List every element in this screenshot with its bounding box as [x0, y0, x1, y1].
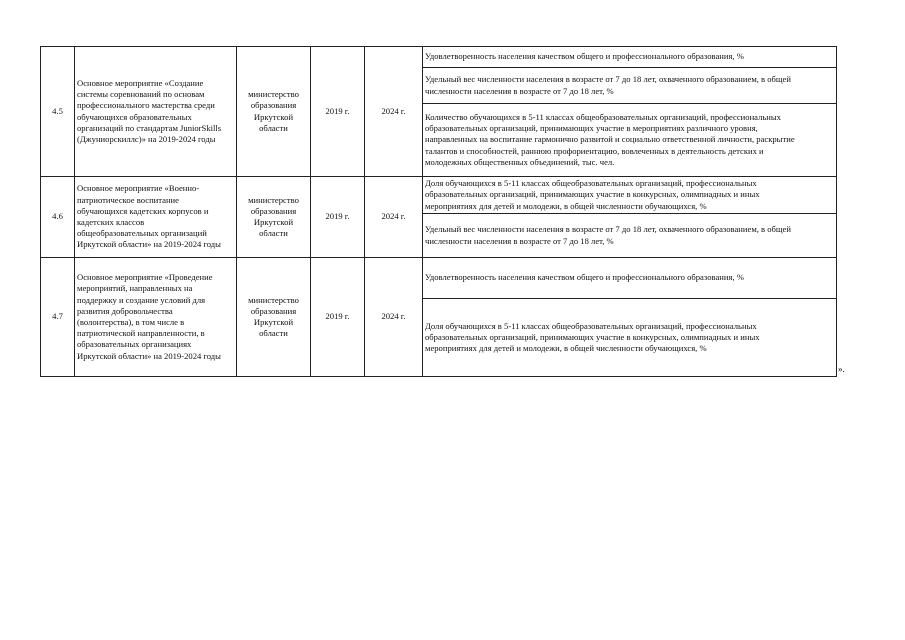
- indicator: Удовлетворенность населения качеством общего и профессионального образования, %: [423, 258, 837, 299]
- executor: министерство образования Иркутской области: [237, 47, 311, 177]
- indicator: Доля обучающихся в 5-11 классах общеобразовательных организаций, профессиональных образовательных организаций, принимающих участие в конкурсных, олимпиадных и иных мероприятиях для детей и молодежи, в общей численности обучающихся, %: [423, 177, 837, 214]
- indicator: Количество обучающихся в 5-11 классах общеобразовательных организаций, профессиональных образовательных организаций, принимающих участие в мероприятиях различного уровня, направленных на воспитание гармонично развитой и социально ответственной личности, раскрытие талантов и способностей, раннюю профориентацию, вовлеченных в деятельность детских и молодежных общественных объединений, тыс. чел.: [423, 104, 837, 177]
- indicator: Удельный вес численности населения в возрасте от 7 до 18 лет, охваченного образованием, в общей численности населения в возрасте от 7 до 18 лет, %: [423, 68, 837, 104]
- table-row: [41, 177, 837, 214]
- start-year: 2019 г.: [311, 177, 365, 258]
- end-year: 2024 г.: [365, 47, 423, 177]
- table-row: [41, 47, 837, 68]
- measure-title: Основное мероприятие «Проведение мероприятий, направленных на поддержку и создание условий для развития добровольчества (волонтерства), в том числе в патриотической направленности, в образовательных организациях Иркутской области» на 2019-2024 годы: [75, 258, 237, 377]
- indicator: Удовлетворенность населения качеством общего и профессионального образования, %: [423, 47, 837, 68]
- executor: министерство образования Иркутской области: [237, 177, 311, 258]
- indicator: Доля обучающихся в 5-11 классах общеобразовательных организаций, профессиональных образовательных организаций, принимающих участие в конкурсных, олимпиадных и иных мероприятиях для детей и молодежи, в общей численности обучающихся, %: [423, 299, 837, 377]
- measures-table: [40, 46, 837, 377]
- row-number: 4.7: [41, 258, 75, 377]
- table-row: [41, 258, 837, 299]
- measure-title: Основное мероприятие «Военно- патриотическое воспитание обучающихся кадетских корпусов и кадетских классов общеобразовательных организаций Иркутской области» на 2019-2024 годы: [75, 177, 237, 258]
- start-year: 2019 г.: [311, 258, 365, 377]
- end-year: 2024 г.: [365, 177, 423, 258]
- start-year: 2019 г.: [311, 47, 365, 177]
- measure-title: Основное мероприятие «Создание системы соревнований по основам профессионального мастерства среди обучающихся образовательных организаций по стандартам JuniorSkills (Джуниорскиллс)» на 2019-2024 годы: [75, 47, 237, 177]
- row-number: 4.6: [41, 177, 75, 258]
- executor: министерство образования Иркутской области: [237, 258, 311, 377]
- row-number: 4.5: [41, 47, 75, 177]
- indicator: Удельный вес численности населения в возрасте от 7 до 18 лет, охваченного образованием, в общей численности населения в возрасте от 7 до 18 лет, %: [423, 214, 837, 258]
- closing-quote-mark: ».: [838, 364, 845, 374]
- end-year: 2024 г.: [365, 258, 423, 377]
